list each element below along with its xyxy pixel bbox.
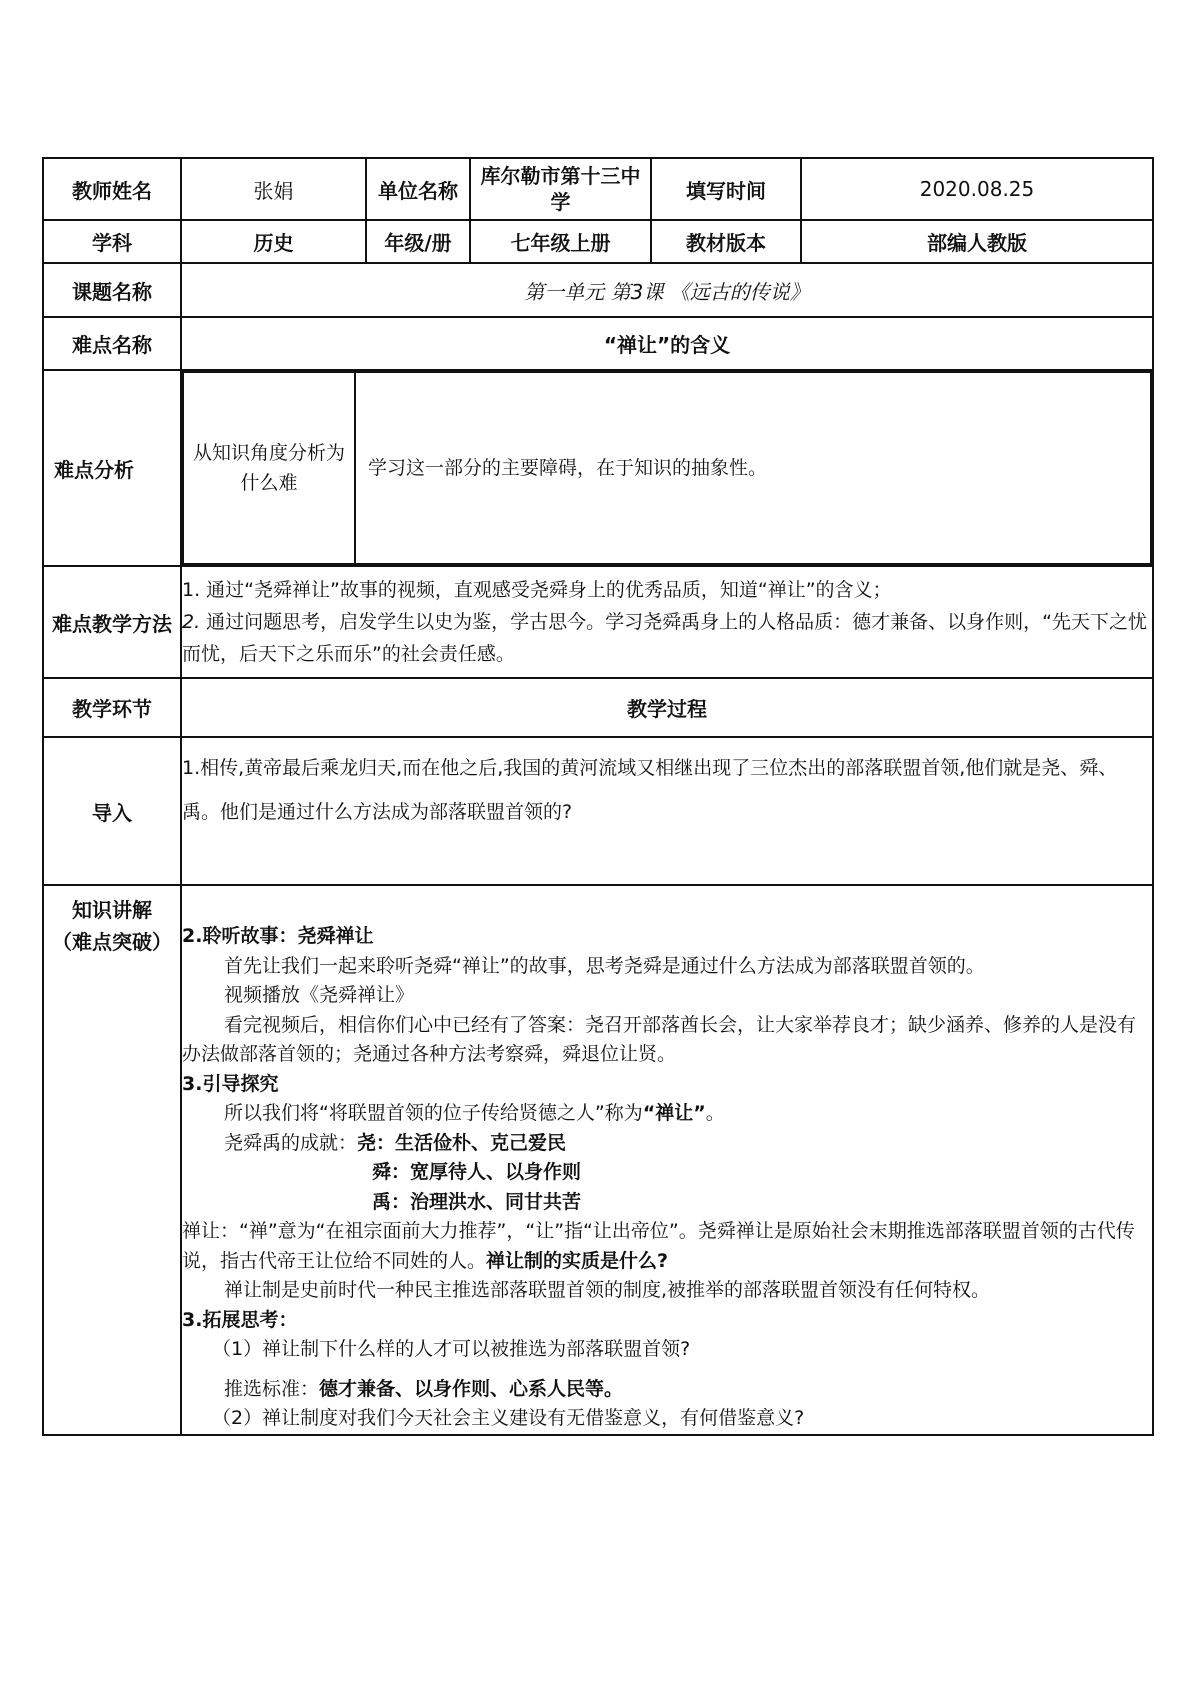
method-content [181,566,1153,678]
header-row-2 [43,220,1153,263]
shanrang-essence: 禅让制是史前时代一种民主推选部落联盟首领的制度,被推举的部落联盟首领没有任何特权。 [224,1279,991,1301]
selection-standard-text: 德才兼备、以身作则、心系人民等。 [319,1377,624,1400]
unit-label: 单位名称 [366,158,470,220]
difficulty-row [43,317,1153,370]
subject-label: 学科 [43,220,181,263]
question-2: （2）禅让制度对我们今天社会主义建设有无借鉴意义，有何借鉴意义? [212,1407,805,1429]
teacher-label: 教师姓名 [43,158,181,220]
method-label: 难点教学方法 [43,566,181,678]
intro-text: 1.相传,黄帝最后乘龙归天,而在他之后,我国的黄河流域又相继出现了三位杰出的部落联盟首领,他们就是尧、舜、禹。他们是通过什么方法成为部落联盟首领的? [181,737,1153,885]
topic-label: 课题名称 [43,263,181,317]
teacher-value: 张娟 [181,158,366,220]
section-heading-extend: 3.拓展思考： [182,1308,298,1331]
method-line-1: 1. 通过“尧舜禅让”故事的视频，直观感受尧舜身上的优秀品质，知道“禅让”的含义； [182,579,892,601]
achievement-shun: 舜：宽厚待人、以身作则 [372,1161,582,1183]
selection-standard [182,1375,1152,1405]
shanrang-definition-text: 所以我们将“将联盟首领的位子传给贤德之人”称为 [224,1102,643,1124]
achievement-label: 尧舜禹的成就： [224,1131,358,1154]
shanrang-explanation [182,1217,1152,1276]
story-intro: 首先让我们一起来聆听尧舜“禅让”的故事，思考尧舜是通过什么方法成为部落联盟首领的。 [224,954,985,977]
subject-value: 历史 [181,220,366,263]
intro-row [43,737,1153,885]
edition-label: 教材版本 [651,220,801,263]
video-note: 视频播放《尧舜禅让》 [224,984,415,1006]
shanrang-term: “禅让” [642,1102,706,1124]
difficulty-value: “禅让”的含义 [181,317,1153,370]
section-heading-explore: 3.引导探究 [182,1072,279,1095]
process-label: 教学过程 [181,678,1153,737]
shanrang-question: 禅让制的实质是什么? [486,1249,669,1272]
shanrang-definition [182,1099,1152,1129]
unit-value: 库尔勒市第十三中学 [470,158,651,220]
lesson-plan-table [42,157,1154,1436]
process-header-row [43,678,1153,737]
knowledge-label-cell [43,885,181,1435]
achievement-yao [182,1129,1152,1159]
knowledge-label: 知识讲解 [72,898,152,922]
analysis-text: 学习这一部分的主要障碍，在于知识的抽象性。 [355,372,1151,564]
grade-label: 年级/册 [366,220,470,263]
knowledge-content [181,885,1153,1435]
achievement-yu: 禹：治理洪水、同甘共苦 [372,1190,582,1213]
analysis-sublabel: 从知识角度分析为什么难 [183,372,355,564]
shanrang-period: 。 [705,1102,725,1124]
date-label: 填写时间 [651,158,801,220]
story-summary: 看完视频后，相信你们心中已经有了答案：尧召开部落酋长会，让大家举荐良才；缺少涵养、修养的人是没有办法做部落首领的；尧通过各种方法考察舜，舜退位让贤。 [182,1013,1137,1065]
edition-value: 部编人教版 [801,220,1153,263]
section-heading-story: 2.聆听故事：尧舜禅让 [182,925,374,947]
method-row [43,566,1153,678]
method-line-2-number: 2. [182,611,201,633]
grade-value: 七年级上册 [470,220,651,263]
process-stage-label: 教学环节 [43,678,181,737]
topic-value: 第一单元 第3课 《远古的传说》 [181,263,1153,317]
topic-row [43,263,1153,317]
question-1: （1）禅让制下什么样的人才可以被推选为部落联盟首领? [212,1338,691,1360]
method-line-2 [182,606,1152,670]
analysis-label: 难点分析 [43,370,181,566]
selection-standard-label: 推选标准： [224,1377,320,1400]
achievement-yao-text: 尧：生活俭朴、克己爱民 [357,1131,567,1154]
intro-label: 导入 [43,737,181,885]
method-line-2-text: 通过问题思考，启发学生以史为鉴，学古思今。学习尧舜禹身上的人格品质：德才兼备、以身作则，“先天下之忧而忧，后天下之乐而乐”的社会责任感。 [182,611,1148,665]
analysis-inner [182,371,1152,565]
knowledge-row [43,885,1153,1435]
header-row-1 [43,158,1153,220]
shanrang-explanation-text: 禅让：“禅”意为“在祖宗面前大力推荐”，“让”指“让出帝位”。尧舜禅让是原始社会末期推选部落联盟首领的古代传说，指古代帝王让位给不同姓的人。 [182,1220,1135,1272]
knowledge-sublabel: （难点突破） [52,930,172,954]
date-value: 2020.08.25 [801,158,1153,220]
difficulty-label: 难点名称 [43,317,181,370]
analysis-row [43,370,1153,566]
